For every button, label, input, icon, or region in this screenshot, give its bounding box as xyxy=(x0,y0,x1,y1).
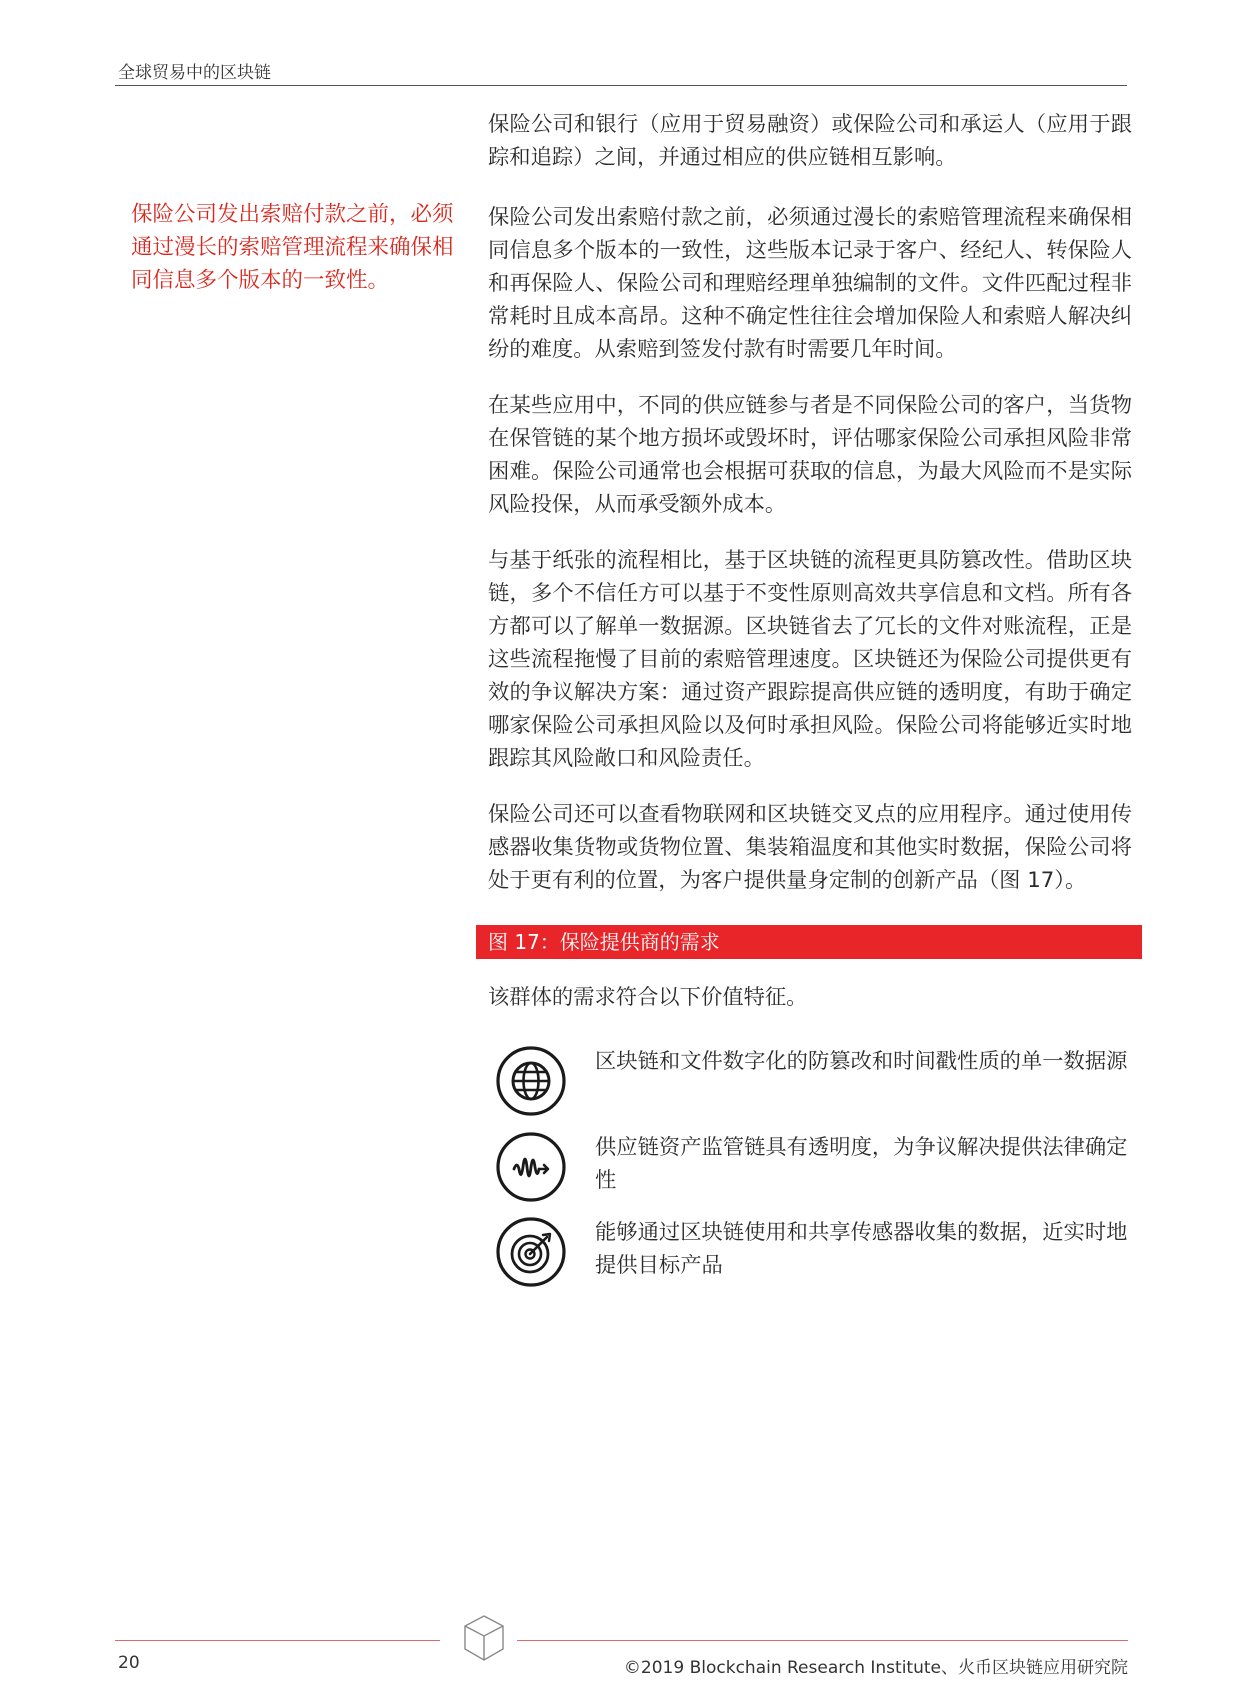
feature-item xyxy=(495,1216,1145,1296)
body-text xyxy=(488,108,1132,897)
waveform-icon xyxy=(495,1131,567,1203)
paragraph: 保险公司和银行（应用于贸易融资）或保险公司和承运人（应用于跟踪和追踪）之间，并通过相应的供应链相互影响。 xyxy=(488,112,1132,170)
feature-text: 能够通过区块链使用和共享传感器收集的数据，近实时地提供目标产品 xyxy=(595,1220,1128,1278)
footer-rule-right xyxy=(517,1640,1128,1641)
figure-intro: 该群体的需求符合以下价值特征。 xyxy=(488,985,808,1010)
cube-logo-icon xyxy=(462,1613,506,1663)
feature-text: 区块链和文件数字化的防篡改和时间戳性质的单一数据源 xyxy=(595,1049,1128,1074)
footer-rule-left xyxy=(115,1640,440,1641)
figure-title: 图 17：保险提供商的需求 xyxy=(488,930,720,954)
target-icon xyxy=(495,1216,567,1288)
paragraph: 与基于纸张的流程相比，基于区块链的流程更具防篡改性。借助区块链，多个不信任方可以基于不变性原则高效共享信息和文档。所有各方都可以了解单一数据源。区块链省去了冗长的文件对账流程，正是这些流程拖慢了目前的索赔管理速度。区块链还为保险公司提供更有效的争议解决方案：通过资产跟踪提高供应链的透明度，有助于确定哪家保险公司承担风险以及何时承担风险。保险公司将能够近实时地跟踪其风险敞口和风险责任。 xyxy=(488,548,1132,771)
page-number: 20 xyxy=(118,1653,140,1673)
globe-icon xyxy=(495,1045,567,1117)
paragraph: 在某些应用中，不同的供应链参与者是不同保险公司的客户，当货物在保管链的某个地方损坏或毁坏时，评估哪家保险公司承担风险非常困难。保险公司通常也会根据可获取的信息，为最大风险而不是实际风险投保，从而承受额外成本。 xyxy=(488,393,1132,517)
pull-quote: 保险公司发出索赔付款之前，必须通过漫长的索赔管理流程来确保相同信息多个版本的一致性。 xyxy=(131,202,454,293)
feature-item xyxy=(495,1131,1145,1211)
feature-item xyxy=(495,1045,1145,1125)
paragraph: 保险公司发出索赔付款之前，必须通过漫长的索赔管理流程来确保相同信息多个版本的一致性，这些版本记录于客户、经纪人、转保险人和再保险人、保险公司和理赔经理单独编制的文件。文件匹配过程非常耗时且成本高昂。这种不确定性往往会增加保险人和索赔人解决纠纷的难度。从索赔到签发付款有时需要几年时间。 xyxy=(488,205,1132,362)
running-header: 全球贸易中的区块链 xyxy=(118,63,271,83)
header-divider xyxy=(115,85,1127,86)
feature-text: 供应链资产监管链具有透明度，为争议解决提供法律确定性 xyxy=(595,1135,1128,1193)
copyright-text: ©2019 Blockchain Research Institute、火币区块链应用研究院 xyxy=(623,1658,1128,1678)
figure-title-bar xyxy=(476,925,1142,959)
paragraph: 保险公司还可以查看物联网和区块链交叉点的应用程序。通过使用传感器收集货物或货物位置、集装箱温度和其他实时数据，保险公司将处于更有利的位置，为客户提供量身定制的创新产品（图 17）。 xyxy=(488,802,1132,893)
